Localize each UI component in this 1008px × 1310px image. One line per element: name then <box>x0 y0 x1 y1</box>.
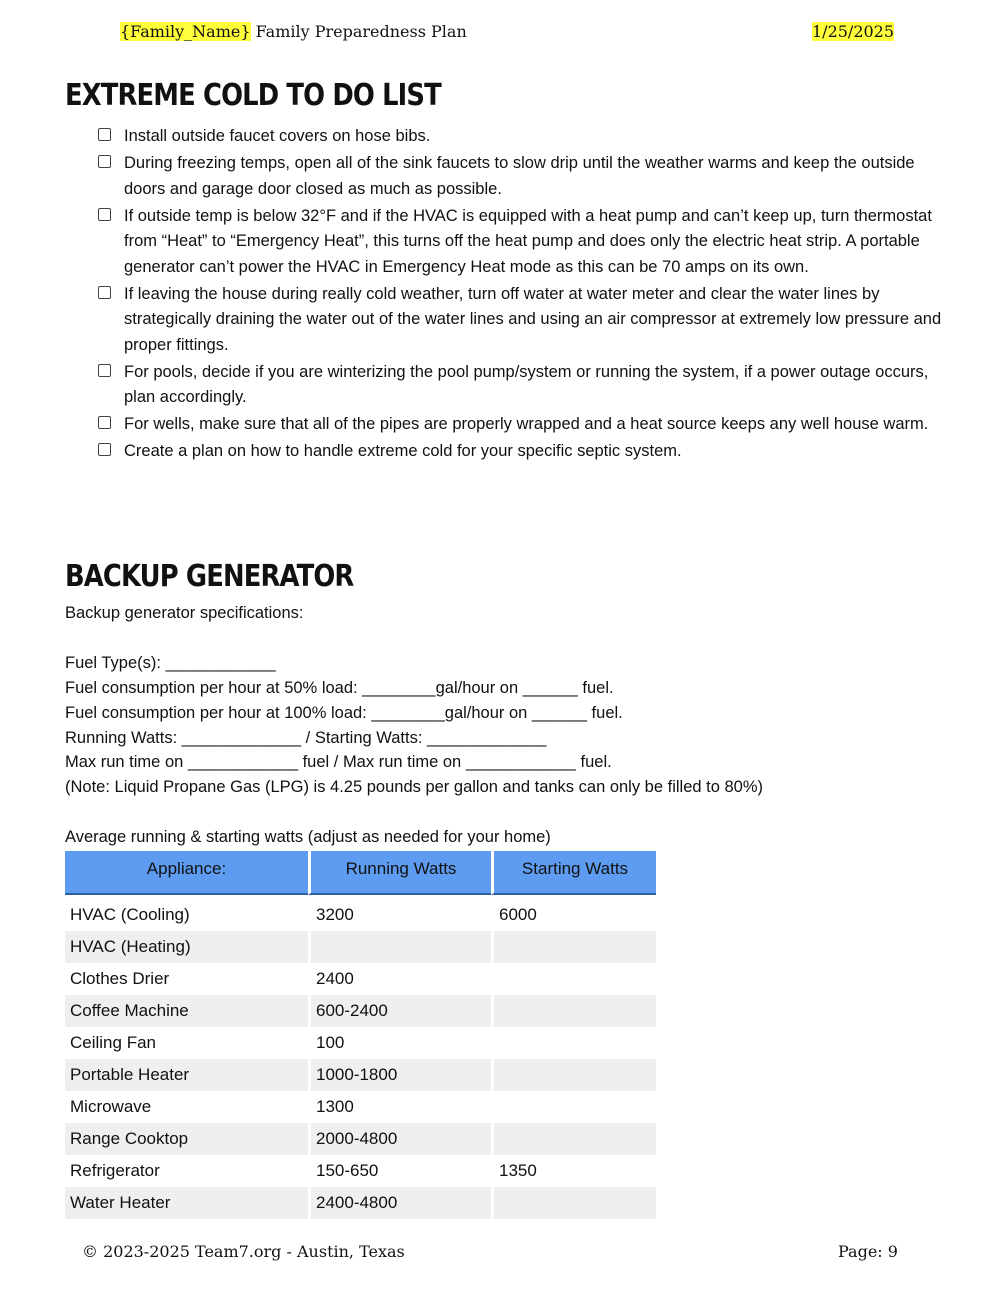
generator-section-title: BACKUP GENERATOR <box>65 559 354 594</box>
table-row <box>65 1187 656 1219</box>
checkbox[interactable] <box>98 416 111 429</box>
spec-fuel-50: Fuel consumption per hour at 50% load: ________gal/hour on ______ fuel. <box>65 679 614 697</box>
checkbox[interactable] <box>98 443 111 456</box>
cell-appliance: Clothes Drier <box>70 969 170 988</box>
table-row <box>65 1059 656 1091</box>
spec-watts: Running Watts: _____________ / Starting Watts: _____________ <box>65 729 547 747</box>
header-date: 1/25/2025 <box>812 22 895 41</box>
checkbox[interactable] <box>98 208 111 221</box>
cell-appliance: Water Heater <box>65 1187 308 1219</box>
table-row <box>65 1027 656 1059</box>
todo-item: During freezing temps, open all of the sink faucets to slow drip until the weather warms and keep the outside doors and garage door closed as much as possible. <box>96 151 946 202</box>
cell-running: 2400-4800 <box>308 1187 491 1219</box>
cell-running: 2400 <box>308 963 491 995</box>
page-header <box>0 22 1008 46</box>
spec-note: (Note: Liquid Propane Gas (LPG) is 4.25 pounds per gallon and tanks can only be filled to 80%) <box>65 778 764 796</box>
table-row <box>65 931 656 963</box>
cell-starting: 6000 <box>491 895 656 931</box>
cell-running <box>308 931 491 963</box>
cell-starting <box>491 1091 656 1123</box>
table-row <box>65 1155 656 1187</box>
generator-intro: Backup generator specifications: <box>65 604 304 622</box>
cell-starting <box>491 963 656 995</box>
header-title: {Family_Name} Family Preparedness Plan <box>120 22 467 41</box>
watts-table <box>65 851 656 1219</box>
table-row <box>65 1091 656 1123</box>
cell-starting: 1350 <box>491 1155 656 1187</box>
checkbox[interactable] <box>98 364 111 377</box>
cell-starting <box>491 995 656 1027</box>
todo-item: For wells, make sure that all of the pipes are properly wrapped and a heat source keeps any well house warm. <box>96 412 946 438</box>
cell-starting <box>491 1027 656 1059</box>
cold-section-title: EXTREME COLD TO DO LIST <box>65 78 441 113</box>
cell-appliance: Refrigerator <box>70 1161 160 1180</box>
cell-appliance: Microwave <box>70 1097 152 1116</box>
todo-item: If outside temp is below 32°F and if the HVAC is equipped with a heat pump and can’t keep up, turn thermostat from “Heat” to “Emergency Heat”, this turns off the heat pump and does only the electric heat strip. A portable generator can’t power the HVAC in Emergency Heat mode as this can be 70 amps on its own. <box>96 204 946 281</box>
col-starting: Starting Watts <box>491 851 656 895</box>
cell-appliance: Ceiling Fan <box>70 1033 156 1052</box>
cell-appliance: HVAC (Cooling) <box>70 905 190 924</box>
table-row <box>65 1123 656 1155</box>
checkbox[interactable] <box>98 128 111 141</box>
checkbox[interactable] <box>98 155 111 168</box>
cell-running: 100 <box>308 1027 491 1059</box>
footer-page-number: Page: 9 <box>838 1242 898 1261</box>
spec-fuel-type: Fuel Type(s): ____________ <box>65 654 276 672</box>
checkbox[interactable] <box>98 286 111 299</box>
cell-running: 600-2400 <box>308 995 491 1027</box>
todo-item: Install outside faucet covers on hose bibs. <box>96 124 946 150</box>
cell-starting <box>491 1059 656 1091</box>
footer-copyright: © 2023-2025 Team7.org - Austin, Texas <box>82 1242 405 1261</box>
cell-starting <box>491 1123 656 1155</box>
cell-appliance: HVAC (Heating) <box>65 931 308 963</box>
spec-fuel-100: Fuel consumption per hour at 100% load: ________gal/hour on ______ fuel. <box>65 704 623 722</box>
cell-starting <box>491 1187 656 1219</box>
todo-item: If leaving the house during really cold weather, turn off water at water meter and clear the water lines by strategically draining the water out of the water lines and using an air compressor at extremely low pressure and proper fittings. <box>96 282 946 359</box>
cold-todo-list <box>96 124 946 466</box>
spec-runtime: Max run time on ____________ fuel / Max run time on ____________ fuel. <box>65 753 612 771</box>
table-row <box>65 963 656 995</box>
cell-running: 150-650 <box>308 1155 491 1187</box>
cell-running: 1000-1800 <box>308 1059 491 1091</box>
cell-appliance: Range Cooktop <box>65 1123 308 1155</box>
cell-appliance: Coffee Machine <box>65 995 308 1027</box>
col-appliance: Appliance: <box>65 851 308 895</box>
todo-item: Create a plan on how to handle extreme cold for your specific septic system. <box>96 439 946 465</box>
table-row <box>65 895 656 931</box>
cell-running: 2000-4800 <box>308 1123 491 1155</box>
cell-appliance: Portable Heater <box>65 1059 308 1091</box>
table-caption: Average running & starting watts (adjust as needed for your home) <box>65 828 551 846</box>
family-name-placeholder: {Family_Name} <box>120 22 251 41</box>
col-running: Running Watts <box>308 851 491 895</box>
todo-item: For pools, decide if you are winterizing the pool pump/system or running the system, if a power outage occurs, plan accordingly. <box>96 360 946 411</box>
cell-running: 1300 <box>308 1091 491 1123</box>
cell-running: 3200 <box>308 895 491 931</box>
table-row <box>65 995 656 1027</box>
cell-starting <box>491 931 656 963</box>
